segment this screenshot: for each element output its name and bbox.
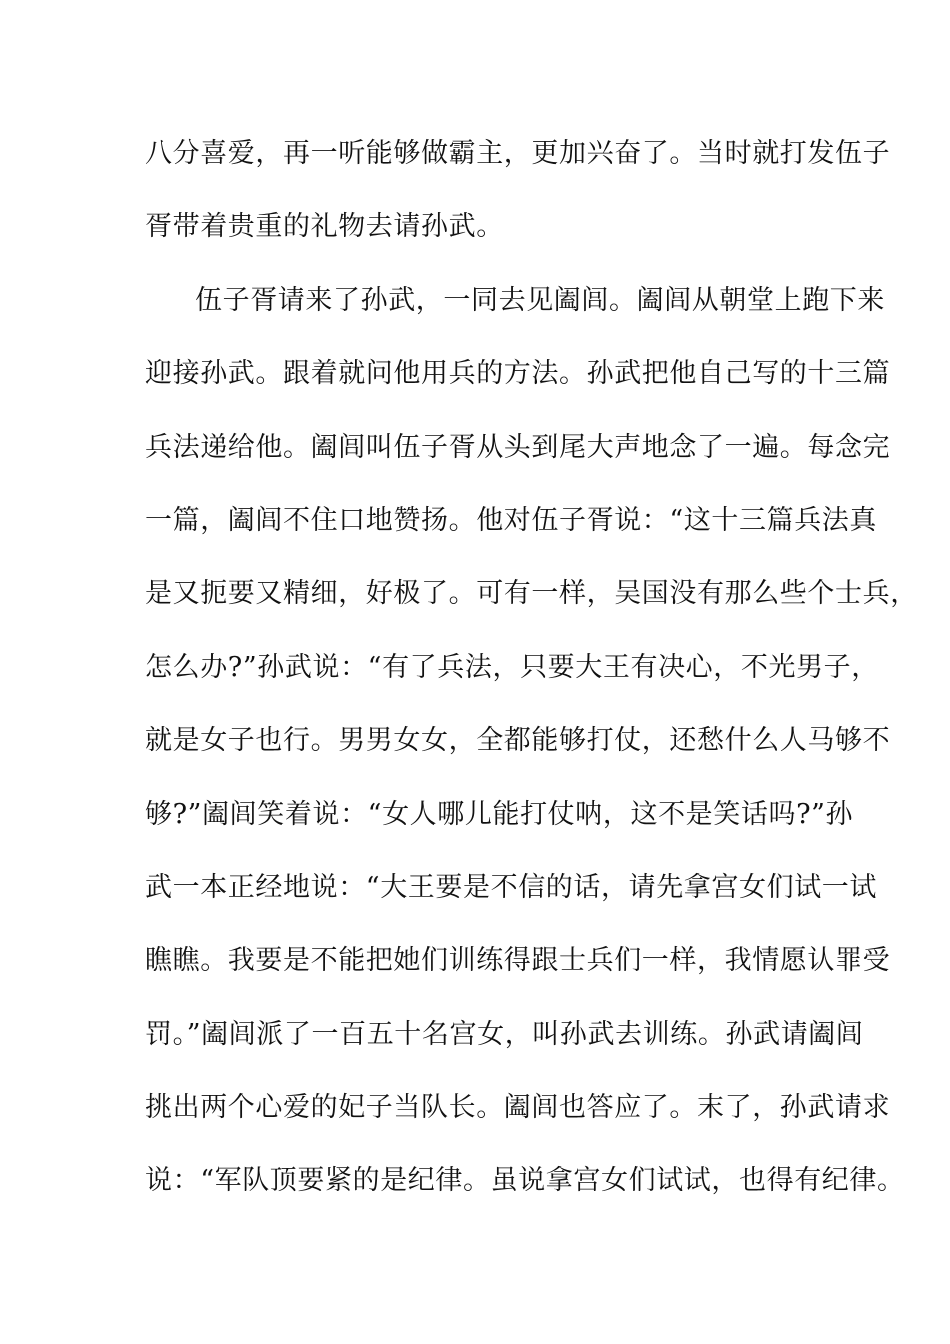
text-line: 武一本正经地说：“大王要是不信的话，请先拿宫女们试一试 xyxy=(145,871,878,903)
text-line: 挑出两个心爱的妃子当队长。阖闾也答应了。末了，孙武请求 xyxy=(145,1092,891,1124)
text-line: 说：“军队顶要紧的是纪律。虽说拿宫女们试试，也得有纪律。 xyxy=(145,1165,905,1197)
text-line: 迎接孙武。跟着就问他用兵的方法。孙武把他自己写的十三篇 xyxy=(145,358,891,390)
text-line: 胥带着贵重的礼物去请孙武。 xyxy=(145,211,504,243)
text-line: 是又扼要又精细，好极了。可有一样，吴国没有那么些个士兵， xyxy=(145,578,918,610)
text-line: 怎么办?”孙武说：“有了兵法，只要大王有决心，不光男子， xyxy=(145,651,879,683)
text-line: 瞧瞧。我要是不能把她们训练得跟士兵们一样，我情愿认罪受 xyxy=(145,945,891,977)
text-line: 兵法递给他。阖闾叫伍子胥从头到尾大声地念了一遍。每念完 xyxy=(145,431,891,463)
text-line: 就是女子也行。男男女女，全都能够打仗，还愁什么人马够不 xyxy=(145,725,891,757)
body-text xyxy=(145,134,918,1235)
text-line: 够?”阖闾笑着说：“女人哪儿能打仗呐，这不是笑话吗?”孙 xyxy=(145,798,854,830)
paragraph-start-line: 伍子胥请来了孙武，一同去见阖闾。阖闾从朝堂上跑下来 xyxy=(195,284,885,316)
text-line: 八分喜爱，再一听能够做霸主，更加兴奋了。当时就打发伍子 xyxy=(145,138,891,169)
text-line: 罚。”阖闾派了一百五十名宫女，叫孙武去训练。孙武请阖闾 xyxy=(145,1018,864,1050)
text-line: 一篇，阖闾不住口地赞扬。他对伍子胥说：“这十三篇兵法真 xyxy=(145,504,878,536)
